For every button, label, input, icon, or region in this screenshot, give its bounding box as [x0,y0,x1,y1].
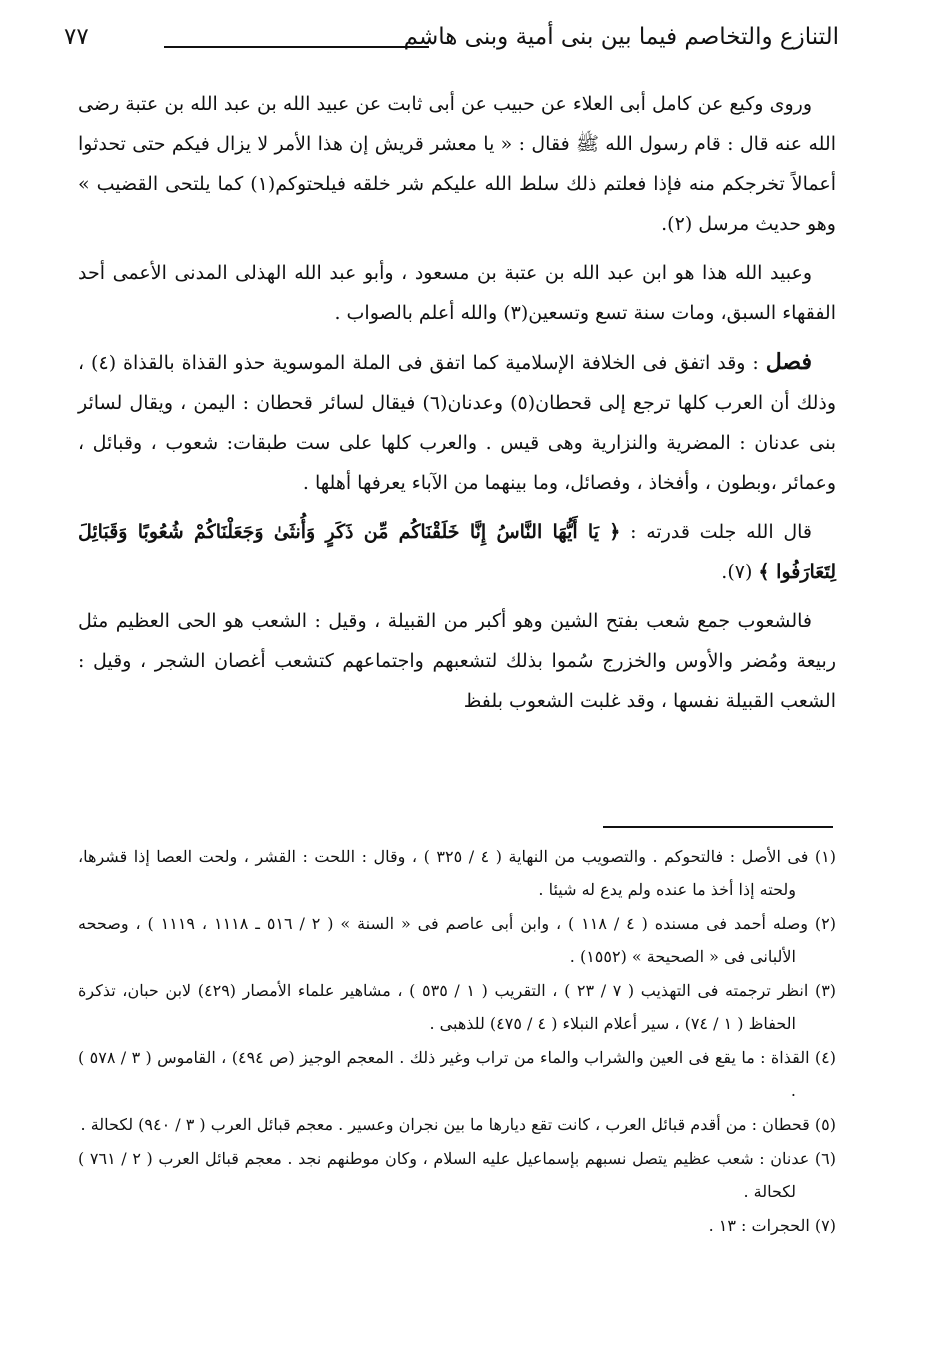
page-number: ٧٧ [64,24,89,50]
paragraph-hadith: وروى وكيع عن كامل أبى العلاء عن حبيب عن أبى ثابت عن عبيد الله بن عبد الله بن عتبة رضى الله عنه قال : قام رسول الله ﷺ فقال : « يا معشر قريش إن هذا الأمر لا يزال فيكم حتى تحدثوا أعمالاً تخرجكم منه فإذا فعلتم ذلك سلط الله عليكم شر خلقه فيلحتوكم(١) كما يلتحى القضيب » وهو حديث مرسل (٢). [78,93,836,235]
running-title: التنازع والتخاصم فيما بين بنى أمية وبنى هاشم [403,24,839,50]
footnote-item: (٦) عدنان : شعب عظيم يتصل نسبهم بإسماعيل عليه السلام ، وكان موطنهم نجد . معجم قبائل العرب ( ٢ / ٧٦١ ) لكحالة . [78,1149,837,1201]
footnote-item: (٣) انظر ترجمته فى التهذيب ( ٧ / ٢٣ ) ، التقريب ( ١ / ٥٣٥ ) ، مشاهير علماء الأمصار (٤٢٩) لابن حبان، تذكرة الحفاظ ( ١ / ٧٤) ، سير أعلام النبلاء ( ٤ / ٤٧٥) للذهبى . [78,981,837,1033]
paragraph-narrator: وعبيد الله هذا هو ابن عبد الله بن عتبة بن مسعود ، وأبو عبد الله الهذلى المدنى الأعمى أحد الفقهاء السبق، ومات سنة تسع وتسعين(٣) والله أعلم بالصواب . [78,262,836,324]
footnote-item: (٧) الحجرات : ١٣ . [708,1216,836,1235]
paragraph-verse [78,512,836,592]
verse-intro: قال الله جلت قدرته : [630,521,812,543]
quran-verse: ﴿ يَا أَيُّهَا النَّاسُ إِنَّا خَلَقْنَاكُم مِّن ذَكَرٍ وَأُنثَىٰ وَجَعَلْنَاكُمْ شُعُوبًا وَقَبَائِلَ لِتَعَارَفُوا ﴾ [78,521,836,583]
footnote-item: (٢) وصله أحمد فى مسنده ( ٤ / ١١٨ ) ، وابن أبى عاصم فى « السنة » ( ٢ / ٥١٦ ـ ١١١٨ ، ١١١٩ ) ، وصححه الألبانى فى « الصحيحة » (١٥٥٢) . [78,914,837,966]
section-text: : وقد اتفق فى الخلافة الإسلامية كما اتفق فى الملة الموسوية حذو القذاة بالقذاة (٤) ، وذلك أن العرب كلها ترجع إلى قحطان(٥) وعدنان(٦) فيقال لسائر قحطان : اليمن ، ويقال لسائر بنى عدنان : المضرية والنزارية وهى قيس . والعرب كلها على ست طبقات: شعوب ، وقبائل ، وعمائر ،وبطون ، وأفخاذ ، وفصائل، وما بينهما من الآباء يعرفها أهلها . [78,352,837,494]
footnote-item: (١) فى الأصل : فالتحوكم . والتصويب من النهاية ( ٤ / ٣٢٥ ) ، وقال : اللحت : القشر ، ولحت العصا إذا قشرها، ولحته إذا أخذ ما عنده ولم يدع له شيئا . [78,847,837,899]
footnote-separator [603,826,833,828]
paragraph-shuub: فالشعوب جمع شعب بفتح الشين وهو أكبر من القبيلة ، وقيل : الشعب هو الحى العظيم مثل ربيعة ومُضر والأوس والخزرج سُموا بذلك لتشعبهم واجتماعهم كتشعب أغصان الشجر ، وقيل : الشعب القبيلة نفسها ، وقد غلبت الشعوب بلفظ [78,610,836,712]
footnote-item: (٤) القذاة : ما يقع فى العين والشراب والماء من تراب وغير ذلك . المعجم الوجيز (ص ٤٩٤) ، القاموس ( ٣ / ٥٧٨ ) . [78,1048,837,1100]
running-header [64,22,839,66]
section-label: فصل [765,349,812,375]
paragraph-section [78,342,836,503]
header-rule [164,46,429,48]
footnote-item: (٥) قحطان : من أقدم قبائل العرب ، كانت تقع ديارها ما بين نجران وعسير . معجم قبائل العرب ( ٣ / ٩٤٠) لكحالة . [80,1115,836,1134]
footnotes [78,840,836,1243]
main-text [78,84,836,730]
verse-reference: (٧). [721,561,753,583]
